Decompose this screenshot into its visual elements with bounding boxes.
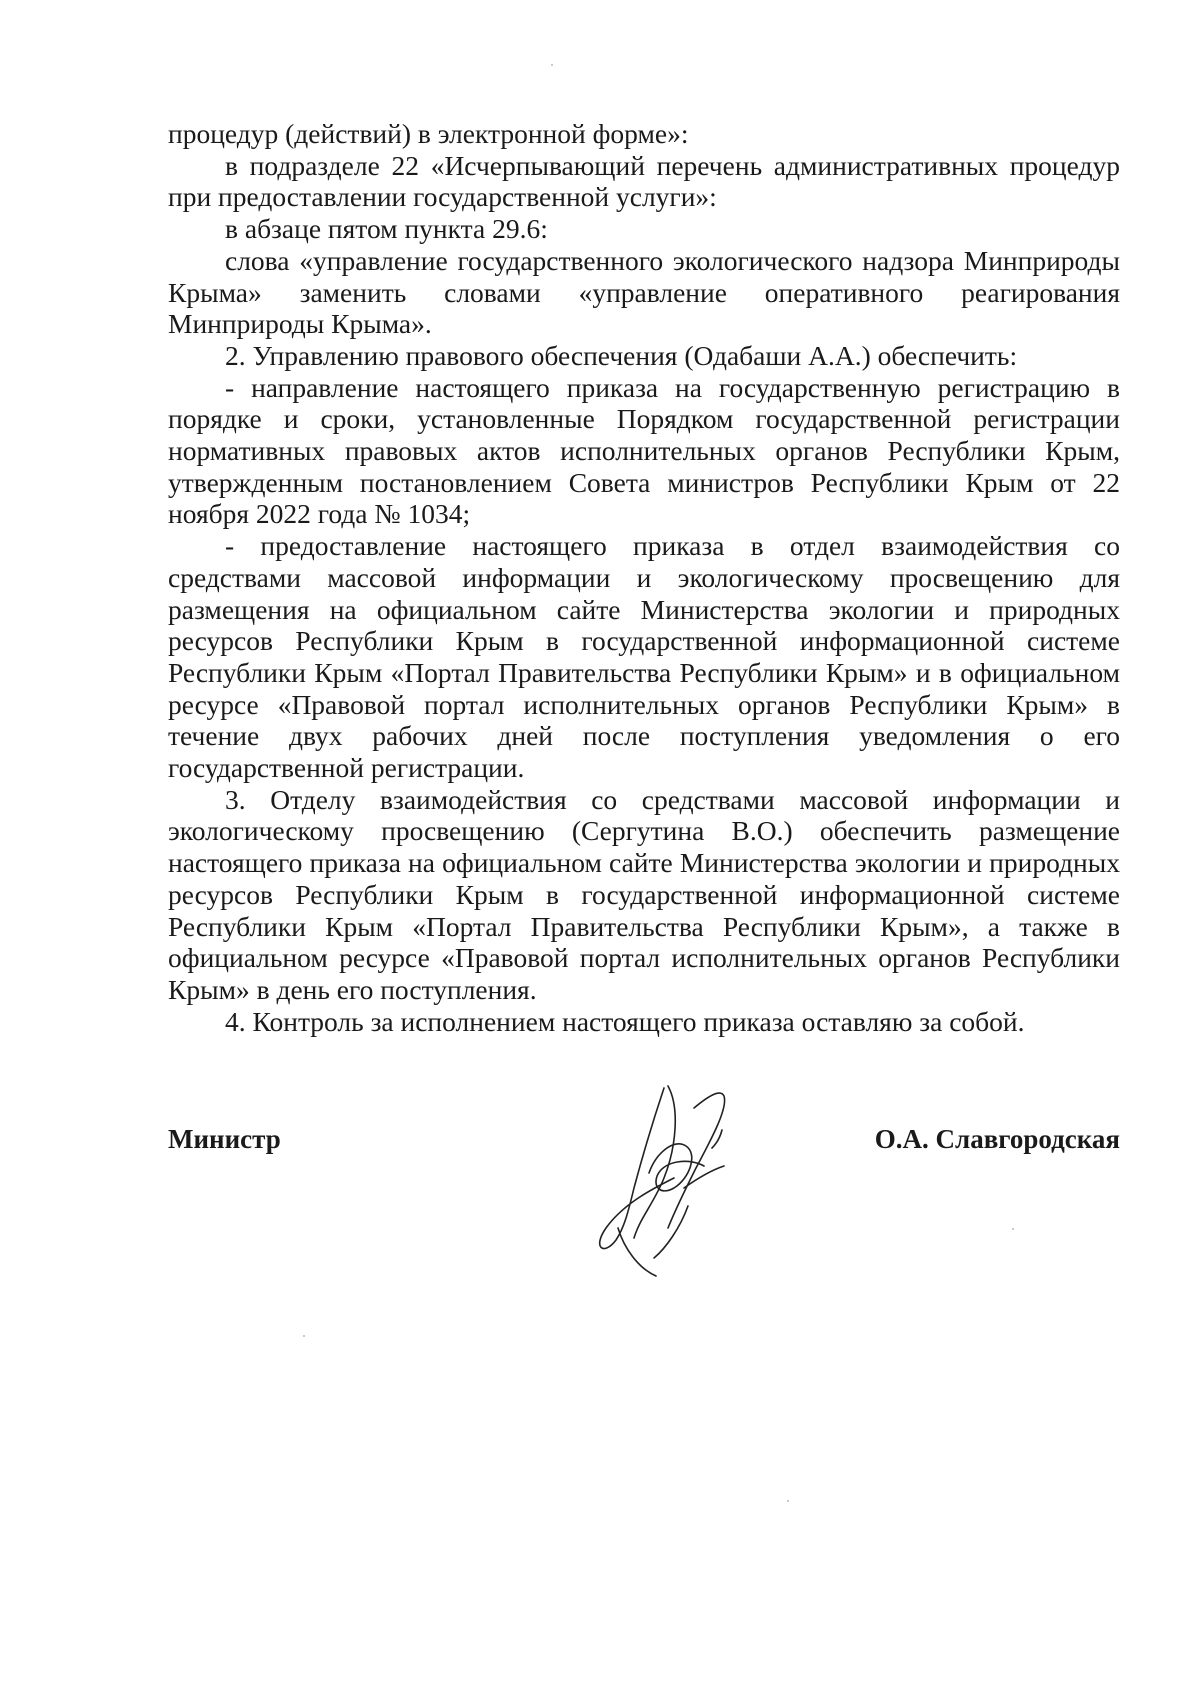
paragraph-5: 2. Управлению правового обеспечения (Одабаши А.А.) обеспечить: — [225, 339, 1018, 371]
signatory-name: О.А. Славгородская — [874, 1124, 1120, 1154]
paragraph-4: слова «управление государственного экологического надзора Минприроды Крыма» заменить словами «управление оперативного реагирования Минприроды Крыма». — [168, 244, 1120, 340]
scan-speck — [551, 64, 553, 66]
scan-speck — [1012, 1228, 1014, 1230]
paragraph-2: в подразделе 22 «Исчерпывающий перечень административных процедур при предоставлении государственной услуги»: — [168, 149, 1120, 213]
paragraph-6: - направление настоящего приказа на государственную регистрацию в порядке и сроки, установленные Порядком государственной регистрации нормативных правовых актов исполнительных органов Республики Крым, утвержденным постановлением Совета министров Республики Крым от 22 ноября 2022 года № 1034; — [168, 371, 1120, 530]
signatory-title: Министр — [168, 1124, 281, 1154]
paragraph-8: 3. Отделу взаимодействия со средствами массовой информации и экологическому просвещению (Сергутина В.О.) обеспечить размещение настоящего приказа на официальном сайте Министерства экологии и природных ресурсов Республики Крым в государственной информационной системе Республики Крым «Портал Правительства Республики Крым», а также в официальном ресурсе «Правовой портал исполнительных органов Республики Крым» в день его поступления. — [168, 783, 1120, 1005]
scan-speck — [787, 1500, 789, 1502]
paragraph-3: в абзаце пятом пункта 29.6: — [225, 213, 548, 245]
scan-speck — [303, 1335, 305, 1337]
paragraph-7: - предоставление настоящего приказа в отдел взаимодействия со средствами массовой информации и экологическому просвещению для размещения на официальном сайте Министерства экологии и природных ресурсов Республики Крым в государственной информационной системе Республики Крым «Портал Правительства Республики Крым» и в официальном ресурсе «Правовой портал исполнительных органов Республики Крым» в течение двух рабочих дней после поступления уведомления о его государственной регистрации. — [168, 530, 1120, 784]
paragraph-9: 4. Контроль за исполнением настоящего приказа оставляю за собой. — [225, 1005, 1025, 1037]
paragraph-1: процедур (действий) в электронной форме»: — [168, 118, 689, 149]
handwritten-signature — [594, 1078, 754, 1278]
document-body — [168, 118, 1120, 1037]
